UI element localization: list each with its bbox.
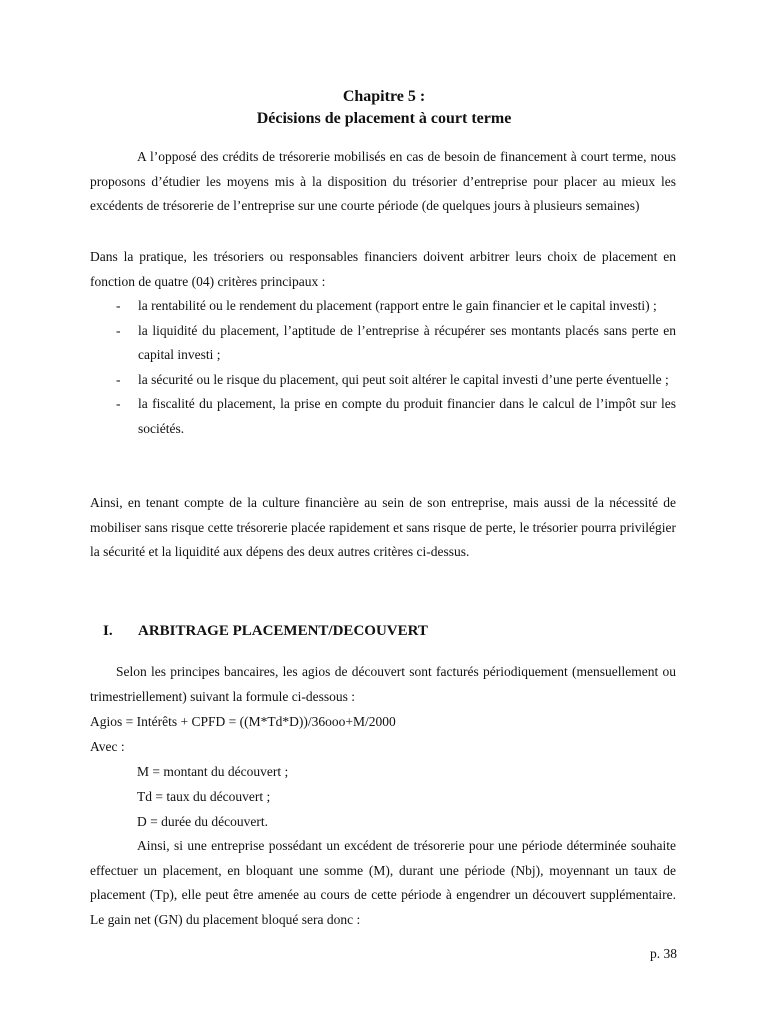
list-item-text: la liquidité du placement, l’aptitude de l’entreprise à récupérer ses montants placés sans perte en capital investi ; xyxy=(138,322,676,362)
list-item-text: la fiscalité du placement, la prise en compte du produit financier dans le calcul de l’impôt sur les sociétés. xyxy=(138,396,676,436)
criteria-list xyxy=(90,294,676,441)
bullet-dash: - xyxy=(116,322,121,338)
section-number: I. xyxy=(103,623,113,639)
definition-td: Td = taux du découvert ; xyxy=(137,789,271,804)
followup-paragraph: Ainsi, si une entreprise possédant un excédent de trésorerie pour une période déterminée souhaite effectuer un placement, en bloquant une somme (M), durant une période (Nbj), moyennant un taux de placement (Tp), elle peut être amenée au cours de cette période à engendrer un découvert supplémentaire. Le gain net (GN) du placement bloqué sera donc : xyxy=(90,838,676,927)
list-item-text: la sécurité ou le risque du placement, qui peut soit altérer le capital investi d’une perte éventuelle ; xyxy=(138,371,669,387)
bullet-dash: - xyxy=(116,371,121,387)
section-title: ARBITRAGE PLACEMENT/DECOUVERT xyxy=(138,623,428,639)
bullet-dash: - xyxy=(116,396,121,411)
list-item xyxy=(90,294,676,319)
bullet-dash: - xyxy=(116,298,121,313)
chapter-subtitle: Décisions de placement à court terme xyxy=(256,110,512,127)
list-item xyxy=(90,392,676,441)
list-item xyxy=(90,368,676,393)
definition-m: M = montant du découvert ; xyxy=(137,764,289,779)
page-number: p. 38 xyxy=(650,946,677,961)
section-heading xyxy=(103,621,428,641)
agios-formula: Agios = Intérêts + CPFD = ((M*Td*D))/36ooo+M/2000 xyxy=(90,714,396,729)
conclusion-paragraph: Ainsi, en tenant compte de la culture financière au sein de son entreprise, mais aussi de la nécessité de mobiliser sans risque cette trésorerie placée rapidement et sans risque de perte, le trésorier pourra privilégier la sécurité et la liquidité aux dépens des deux autres critères ci-dessus. xyxy=(90,495,676,559)
section-intro-paragraph: Selon les principes bancaires, les agios de découvert sont facturés périodiquement (mensuellement ou trimestriellement) suivant la formule ci-dessous : xyxy=(90,664,676,704)
criteria-intro-paragraph: Dans la pratique, les trésoriers ou responsables financiers doivent arbitrer leurs choix de placement en fonction de quatre (04) critères principaux : xyxy=(90,249,676,289)
definition-d: D = durée du découvert. xyxy=(137,814,268,829)
avec-label: Avec : xyxy=(90,739,125,754)
intro-paragraph: A l’opposé des crédits de trésorerie mobilisés en cas de besoin de financement à court terme, nous proposons d’étudier les moyens mis à la disposition du trésorier d’entreprise pour placer au mieux les excédents de trésorerie de l’entreprise sur une courte période (de quelques jours à plusieurs semaines) xyxy=(90,149,676,213)
list-item-text: la rentabilité ou le rendement du placement (rapport entre le gain financier et le capital investi) ; xyxy=(138,298,657,313)
chapter-title: Chapitre 5 : xyxy=(342,88,426,105)
list-item xyxy=(90,319,676,368)
